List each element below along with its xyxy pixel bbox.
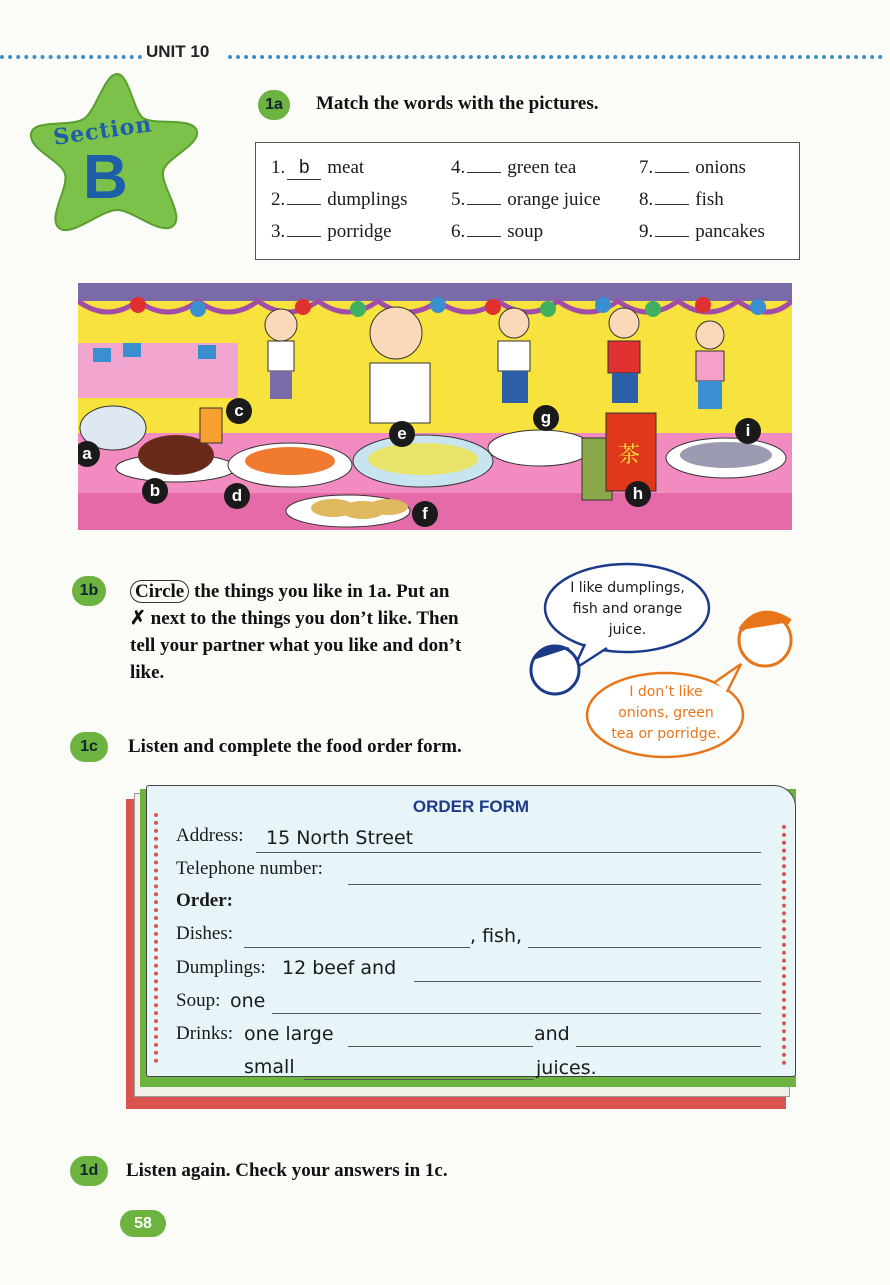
answer-blank-5[interactable]: [467, 204, 501, 205]
answer-blank-2[interactable]: [287, 204, 321, 205]
answer-blank-3[interactable]: [287, 236, 321, 237]
form-dots-right: [782, 825, 786, 1065]
match-item-2: 2. dumplings: [271, 189, 408, 210]
address-line: [256, 852, 761, 853]
order-form: [126, 785, 796, 1110]
header-dots-left: [0, 55, 142, 59]
instruction-1d: Listen again. Check your answers in 1c.: [126, 1160, 448, 1181]
section-badge: [25, 70, 205, 240]
match-item-4: 4. green tea: [451, 157, 577, 178]
badge-1c: 1c: [70, 732, 108, 762]
telephone-label: Telephone number:: [176, 858, 323, 879]
order-label: Order:: [176, 890, 233, 911]
match-word-box: [255, 142, 800, 260]
dumplings-field[interactable]: [414, 981, 761, 982]
instruction-1a: Match the words with the pictures.: [316, 93, 599, 114]
header-dots-right: [228, 55, 883, 59]
badge-1a: 1a: [258, 90, 290, 120]
instruction-1b: Circle the things you like in 1a. Put an ✗ next to the things you don’t like. Then tell your partner what you like and don’t like.: [130, 581, 462, 683]
picture-label-b: b: [142, 478, 168, 504]
answer-blank-7[interactable]: [655, 172, 689, 173]
match-item-9: 9. pancakes: [639, 221, 765, 242]
address-field[interactable]: 15 North Street: [266, 827, 414, 849]
answer-blank-4[interactable]: [467, 172, 501, 173]
party-picture: [78, 283, 792, 530]
match-item-1: 1. b meat: [271, 157, 365, 178]
picture-label-f: f: [412, 501, 438, 527]
picture-label-a: a: [78, 441, 100, 467]
section-word: Section: [51, 111, 154, 151]
bubble-blue: I like dumplings, fish and orange juice.: [570, 580, 685, 638]
tea-box-sign: 茶: [618, 443, 641, 468]
page-number: 58: [120, 1210, 166, 1237]
dumplings-label: Dumplings:: [176, 957, 266, 978]
drinks-large-field[interactable]: [348, 1046, 533, 1047]
drinks-small: small: [244, 1056, 295, 1078]
circle-word: Circle: [130, 580, 189, 603]
match-item-8: 8. fish: [639, 189, 724, 210]
section-letter: B: [83, 143, 128, 212]
dishes-field-2[interactable]: [528, 947, 761, 948]
form-dots-left: [154, 813, 158, 1063]
form-title: ORDER FORM: [412, 797, 530, 816]
soup-label: Soup:: [176, 990, 221, 1011]
soup-value: one: [230, 990, 266, 1012]
drinks-juices: juices.: [536, 1057, 597, 1079]
instruction-1c: Listen and complete the food order form.: [128, 736, 462, 757]
unit-title: UNIT 10: [146, 42, 210, 61]
drinks-label: Drinks:: [176, 1023, 233, 1044]
dishes-field-1[interactable]: [244, 947, 470, 948]
bubble-orange: I don’t like onions, green tea or porridge.: [611, 684, 721, 742]
drinks-and: and: [534, 1023, 570, 1045]
picture-label-h: h: [625, 481, 651, 507]
unit-header: [0, 40, 890, 70]
match-item-6: 6. soup: [451, 221, 544, 242]
badge-1d: 1d: [70, 1156, 108, 1186]
picture-label-i: i: [735, 418, 761, 444]
answer-blank-8[interactable]: [655, 204, 689, 205]
badge-1b: 1b: [72, 576, 106, 606]
match-item-5: 5. orange juice: [451, 189, 601, 210]
address-label: Address:: [176, 825, 244, 846]
dishes-mid-text: , fish,: [470, 925, 523, 947]
dumplings-value: 12 beef and: [282, 957, 397, 979]
answer-blank-9[interactable]: [655, 236, 689, 237]
answer-blank-1[interactable]: b: [287, 157, 321, 180]
soup-field[interactable]: [272, 1013, 761, 1014]
picture-label-c: c: [226, 398, 252, 424]
party-scene-illustration: [78, 283, 792, 530]
picture-label-d: d: [224, 483, 250, 509]
match-item-3: 3. porridge: [271, 221, 392, 242]
picture-label-g: g: [533, 405, 559, 431]
telephone-field[interactable]: [348, 884, 761, 885]
drinks-second-field[interactable]: [576, 1046, 761, 1047]
match-item-7: 7. onions: [639, 157, 746, 178]
dishes-label: Dishes:: [176, 923, 233, 944]
picture-label-e: e: [389, 421, 415, 447]
answer-blank-6[interactable]: [467, 236, 501, 237]
drinks-small-field[interactable]: [304, 1079, 534, 1080]
drinks-value: one large: [244, 1023, 334, 1045]
